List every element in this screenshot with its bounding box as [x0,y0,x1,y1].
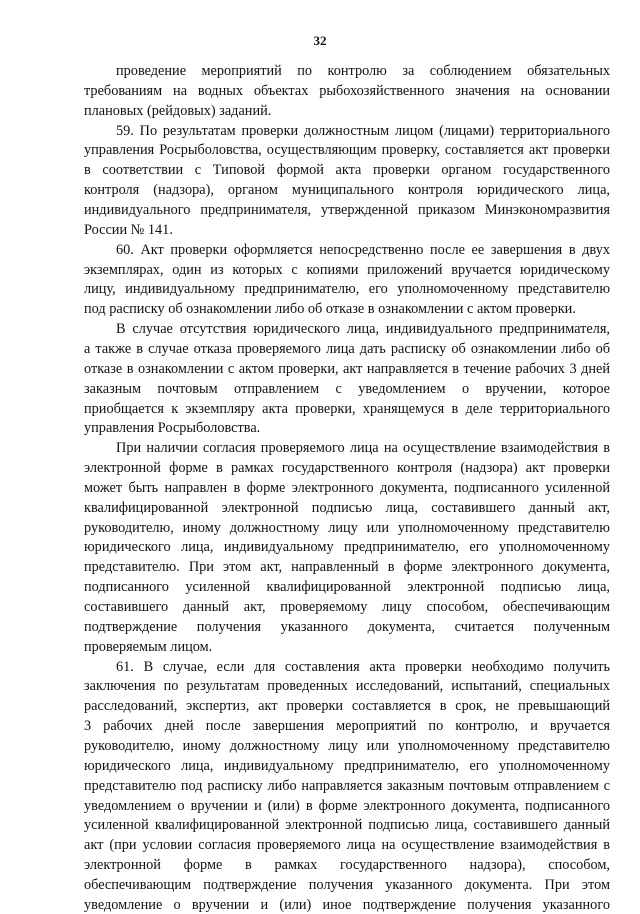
text-line: электронной форме в рамках государственного контроля (надзора) акт проверки [84,460,610,476]
text-line: контроля (надзора), органом муниципального контроля юридического лица, [84,182,610,199]
text-line: в соответствии с Типовой формой акта проверки органом государственного [84,162,610,179]
text-line: России № 141. [84,221,173,238]
text-line: лицу, индивидуальному предпринимателю, его уполномоченному представителю [84,281,610,298]
text-line: подтверждение получения указанного документа, считается полученным [84,618,610,635]
text-line: составившего данный акт, проверяемому лицу способом, обеспечивающим [84,599,610,615]
text-line: заключения по результатам проведенных исследований, испытаний, специальных [84,678,610,695]
page-number: 32 [313,33,327,48]
text-line: квалифицированной электронной подписью лица, составившего данный акт, [84,499,610,516]
text-line: плановых (рейдовых) заданий. [84,102,272,119]
text-line: требованиям на водных объектах рыбохозяйственного значения на основании [84,82,610,99]
text-line: В случае отсутствия юридического лица, индивидуального предпринимателя, [116,321,610,338]
text-line: подписанного усиленной квалифицированной электронной подписью лица, [84,579,610,596]
text-line: заказным почтовым отправлением с уведомлением о вручении, которое [84,380,610,397]
text-line: 61. В случае, если для составления акта проверки необходимо получить [116,658,610,675]
text-line: проведение мероприятий по контролю за соблюдением обязательных [116,63,610,79]
text-line: отказе в ознакомлении с актом проверки, акт направляется в течение рабочих 3 дней [84,360,610,377]
text-line: проверяемым лицом. [84,638,213,655]
text-line: При наличии согласия проверяемого лица на осуществление взаимодействия в [116,440,610,457]
text-line: 59. По результатам проверки должностным лицом (лицами) территориального [116,122,610,139]
text-line: юридического лица, индивидуальному предпринимателю, его уполномоченному [84,757,610,774]
text-line: уведомление о вручении и (или) иное подтверждение получения указанного [84,896,610,913]
text-line: индивидуального предпринимателя, утвержденной приказом Минэкономразвития [84,202,610,218]
text-line: под расписку об ознакомлении либо об отказе в ознакомлении с актом проверки. [84,301,576,318]
text-line: усиленной квалифицированной электронной подписью лица, составившего данный [84,817,610,834]
text-line: руководителю, иному должностному лицу или уполномоченному представителю [84,737,610,754]
text-line: юридического лица, индивидуальному предпринимателю, его уполномоченному [84,539,610,556]
text-line: акт (при условии согласия проверяемого лица на осуществление взаимодействия в [84,837,610,854]
text-line: представителю. При этом акт, направленный в форме электронного документа, [84,559,610,576]
text-line: 60. Акт проверки оформляется непосредственно после ее завершения в двух [116,241,610,258]
text-line: экземплярах, один из которых с копиями приложений вручается юридическому [84,261,610,278]
text-line: может быть направлен в форме электронного документа, подписанного усиленной [84,479,610,496]
text-line: приобщается к экземпляру акта проверки, хранящемуся в деле территориального [84,400,610,417]
text-line: управления Росрыболовства, осуществляющим проверку, составляется акт проверки [84,142,610,159]
text-line: 3 рабочих дней после завершения мероприятий по контролю, и вручается [84,718,610,735]
text-line: управления Росрыболовства. [84,420,261,437]
text-line: расследований, экспертиз, акт проверки составляется в срок, не превышающий [84,698,610,715]
text-line: руководителю, иному должностному лицу или уполномоченному представителю [84,519,610,536]
text-line: представителю под расписку либо направляется заказным почтовым отправлением с [84,777,610,794]
text-line: обеспечивающим подтверждение получения указанного документа. При этом [84,876,610,893]
text-line: а также в случае отказа проверяемого лица дать расписку об ознакомлении либо об [84,340,610,357]
text-line: электронной форме в рамках государственного надзора), способом, [84,857,610,873]
text-line: уведомлением о вручении и (или) в форме электронного документа, подписанного [84,797,610,814]
